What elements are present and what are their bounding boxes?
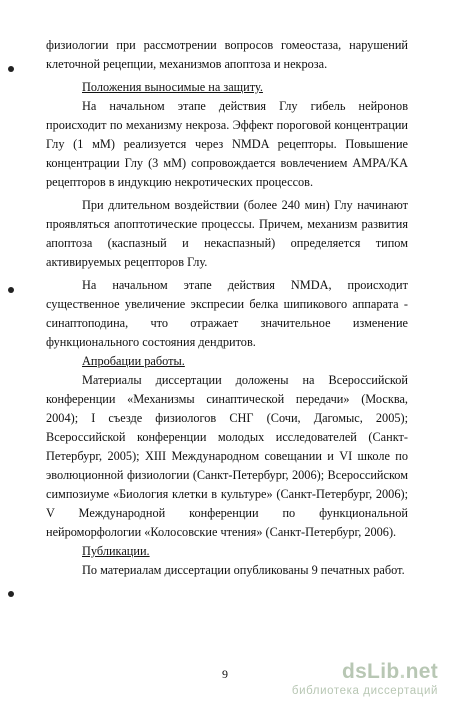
paragraph-necrosis: На начальном этапе действия Глу гибель нейронов происходит по механизму некроза. Эффект пороговой концентрации Глу (1 мМ) реализуется через NMDA рецепторы. Повышение концентрации Глу (3 мМ) сопровождается вовлечением AMPA/KA рецепторов в индукцию некротических процессов. [46, 99, 408, 189]
binding-hole-mark [8, 66, 14, 72]
page-number: 9 [222, 667, 228, 681]
section-heading-approbation: Апробации работы. [82, 354, 185, 368]
paragraph-publications: По материалам диссертации опубликованы 9 печатных работ. [82, 563, 405, 577]
section-heading-defense-points: Положения выносимые на защиту. [82, 80, 263, 94]
binding-hole-mark [8, 591, 14, 597]
page-body [46, 36, 408, 580]
dslib-watermark [248, 660, 438, 698]
paragraph-nmda-synaptopodin: На начальном этапе действия NMDA, происходит существенное увеличение экспресии белка шипикового аппарата - синаптоподина, что отражает значительное изменение функционального состояния дендритов. [46, 278, 408, 349]
paragraph-apoptosis: При длительном воздействии (более 240 мин) Глу начинают проявляться апоптотические процессы. Причем, механизм развития апоптоза (каспазный и некаспазный) определяется типом активируемых рецепторов Глу. [46, 198, 408, 269]
paragraph-conferences: Материалы диссертации доложены на Всероссийской конференции «Механизмы синаптической передачи» (Москва, 2004); I съезде физиологов СНГ (Сочи, Дагомыс, 2005); Всероссийской конференции молодых исследователей (Санкт-Петербург, 2005); XIII Международном совещании и VI школе по эволюционной физиологии (Санкт-Петербург, 2006); Всероссийском симпозиуме «Биология клетки в культуре» (Санкт-Петербург, 2006); V Международной конференции по функциональной нейроморфологии «Колосовские чтения» (Санкт-Петербург, 2006). [46, 373, 408, 539]
section-heading-publications: Публикации. [82, 544, 150, 558]
watermark-logo: dsLib.net [341, 660, 438, 683]
paragraph-intro-continuation: физиологии при рассмотрении вопросов гомеостаза, нарушений клеточной рецепции, механизмов апоптоза и некроза. [46, 38, 408, 71]
watermark-subtitle: библиотека диссертаций [291, 685, 438, 697]
binding-hole-mark [8, 287, 14, 293]
